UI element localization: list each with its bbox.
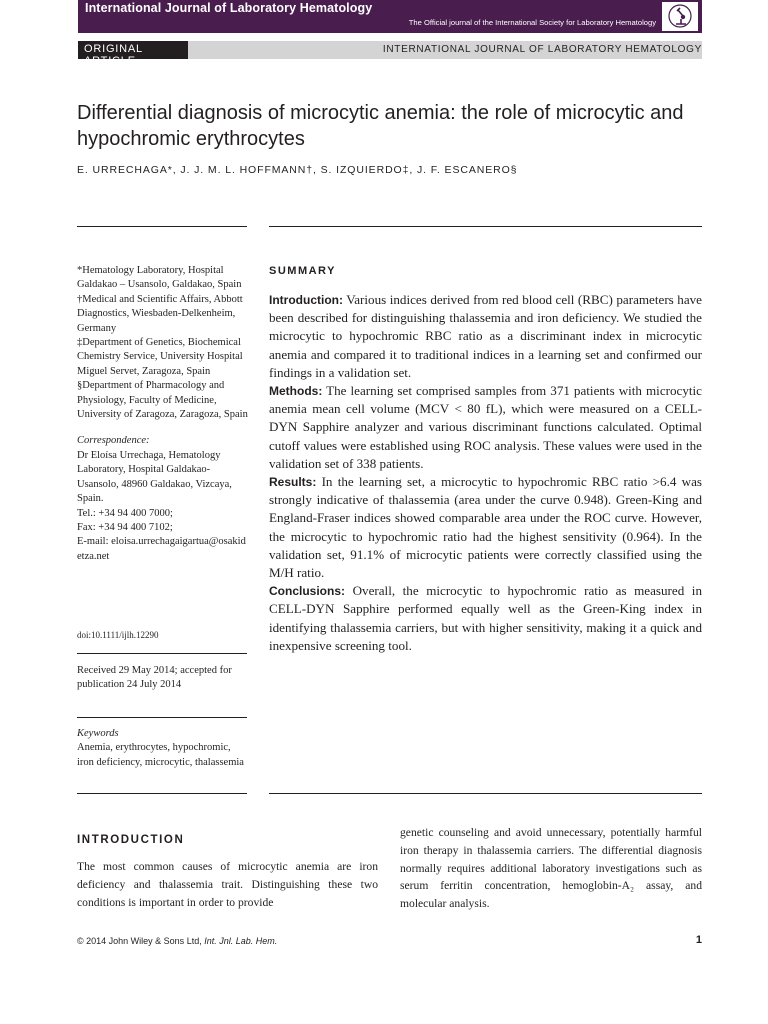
- divider: [77, 717, 247, 718]
- summary-text: Overall, the microcytic to hypochromic ratio as measured in CELL-DYN Sapphire performed equally well as the Green-King index in identifying thalassemia carriers, but with higher sensitivity, making it a quick and inexpensive screening tool.: [269, 583, 702, 653]
- correspondence-label: Correspondence:: [77, 435, 150, 447]
- correspondence-tel: Tel.: +34 94 400 7000;: [77, 507, 173, 519]
- keywords: [77, 727, 249, 770]
- summary-text: In the learning set, a microcytic to hypochromic RBC ratio >6.4 was strongly indicative of thalassemia (area under the curve 0.948). Green-King and England-Fraser indices showed comparable area under the ROC curve. However, the microcytic to hypochromic ratio had the highest sensitivity (0.964). In the validation set, 91.1% of microcytic patients were correctly classified using the M/H ratio.: [269, 474, 702, 581]
- copyright-text: © 2014 John Wiley & Sons Ltd,: [77, 936, 205, 946]
- introduction-right-column: genetic counseling and avoid unnecessary, potentially harmful iron therapy in thalassemia carriers. The differential diagnosis normally requires additional laboratory investigations such as serum ferritin concentration, hemoglobin-A₂ assay, and molecular analysis.: [400, 826, 702, 911]
- summary-methods: [269, 382, 702, 473]
- page-number: 1: [695, 934, 702, 946]
- received-dates: Received 29 May 2014; accepted for publication 24 July 2014: [77, 665, 232, 691]
- article-title: Differential diagnosis of microcytic anemia: the role of microcytic and hypochromic erythrocytes: [77, 102, 684, 150]
- affiliation: ‡Department of Genetics, Biochemical Chemistry Service, University Hospital Miguel Servet, Zaragoza, Spain: [77, 337, 243, 377]
- summary-body: [269, 291, 702, 655]
- summary-label: Introduction:: [269, 293, 343, 307]
- affiliation: †Medical and Scientific Affairs, Abbott Diagnostics, Wiesbaden-Delkenheim, Germany: [77, 293, 243, 334]
- summary-label: Results:: [269, 475, 317, 490]
- affiliation: *Hematology Laboratory, Hospital Galdakao – Usansolo, Galdakao, Spain: [77, 265, 242, 291]
- correspondence-fax: Fax: +34 94 400 7102;: [77, 521, 173, 533]
- keywords-label: Keywords: [77, 728, 119, 739]
- doi[interactable]: doi:10.1111/ijlh.12290: [77, 630, 159, 640]
- divider: [77, 226, 247, 227]
- summary-text: The learning set comprised samples from 371 patients with microcytic anemia mean cell volume (MCV < 80 fL), which were measured on a CELL-DYN Sapphire analyzer and various discriminant functions calculated. Optimal cutoff values were established using ROC analysis. These values were used in the validation set of 338 patients.: [269, 383, 702, 471]
- summary-results: [269, 473, 702, 582]
- section-label-box: [78, 41, 188, 67]
- divider: [269, 226, 702, 227]
- summary-text: Various indices derived from red blood cell (RBC) parameters have been described for distinguishing thalassemia and iron deficiency. We studied the microcytic to hypochromic RBC ratio as a discriminant index in microcytic anemia and compared it to traditional indices in a learning set and confirmed our findings in a validation set.: [269, 292, 702, 380]
- correspondence-address: Dr Eloísa Urrechaga, Hematology Laboratory, Hospital Galdakao-Usansolo, 48960 Galdakao, Vizcaya, Spain.: [77, 449, 232, 505]
- summary-label: Conclusions:: [269, 584, 346, 599]
- summary-label: Methods:: [269, 384, 323, 399]
- journal-header-bar: [78, 0, 702, 33]
- author-list: E. URRECHAGA*, J. J. M. L. HOFFMANN†, S. IZQUIERDO‡, J. F. ESCANERO§: [77, 164, 518, 176]
- summary-introduction: [269, 291, 702, 382]
- section-bar: [78, 41, 702, 67]
- journal-abbrev: Int. Jnl. Lab. Hem.: [204, 936, 278, 946]
- summary-conclusions: [269, 582, 702, 655]
- journal-name: International Journal of Laboratory Hematology: [85, 1, 373, 15]
- introduction-left-column: The most common causes of microcytic anemia are iron deficiency and thalassemia trait. Distinguishing these two conditions is important in order to provide: [77, 860, 378, 909]
- divider: [269, 793, 702, 794]
- running-journal-title: INTERNATIONAL JOURNAL OF LABORATORY HEMATOLOGY: [382, 44, 702, 55]
- divider: [77, 793, 247, 794]
- affiliations: [77, 264, 249, 564]
- journal-subtitle: The Official journal of the International Society for Laboratory Hematology: [408, 18, 656, 27]
- summary-heading: SUMMARY: [269, 265, 336, 277]
- affiliation: §Department of Pharmacology and Physiology, Faculty of Medicine, University of Zaragoza, Zaragoza, Spain: [77, 380, 248, 421]
- footer-copyright: [77, 936, 277, 946]
- section-label: ORIGINAL ARTICLE: [84, 43, 143, 67]
- keywords-text: Anemia, erythrocytes, hypochromic, iron deficiency, microcytic, thalassemia: [77, 742, 244, 768]
- divider: [77, 653, 247, 654]
- correspondence-email[interactable]: E-mail: eloisa.urrechagaigartua@osakidetza.net: [77, 536, 246, 562]
- microscope-icon: [661, 1, 699, 32]
- introduction-heading: INTRODUCTION: [77, 834, 185, 846]
